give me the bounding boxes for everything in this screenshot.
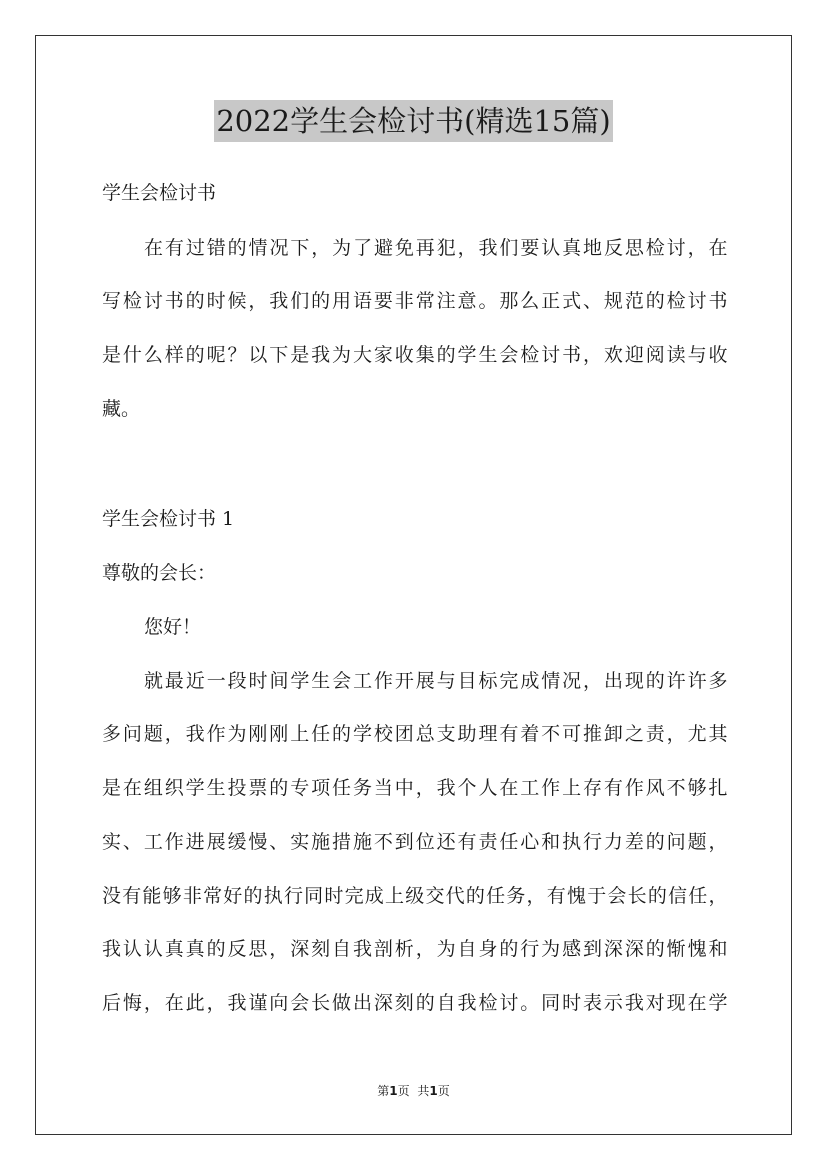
document-title: 2022学生会检讨书(精选15篇)	[214, 100, 612, 142]
page-footer	[0, 1083, 827, 1099]
footer-total-number: 1	[429, 1084, 438, 1098]
body-line-1: 就最近一段时间学生会工作开展与目标完成情况，出现的许许多	[144, 670, 728, 692]
greeting: 您好！	[144, 616, 202, 638]
footer-page-prefix: 第	[377, 1084, 390, 1098]
intro-line-3: 是什么样的呢？以下是我为大家收集的学生会检讨书，欢迎阅读与收	[102, 344, 728, 366]
body-line-5: 没有能够非常好的执行同时完成上级交代的任务，有愧于会长的信任，	[102, 885, 728, 907]
document-heading: 学生会检讨书	[102, 182, 217, 204]
body-line-4: 实、工作进展缓慢、实施措施不到位还有责任心和执行力差的问题，	[102, 831, 728, 853]
body-line-3: 是在组织学生投票的专项任务当中，我个人在工作上存有作风不够扎	[102, 777, 728, 799]
title-container	[0, 100, 827, 142]
intro-line-2: 写检讨书的时候，我们的用语要非常注意。那么正式、规范的检讨书	[102, 290, 728, 312]
body-line-6: 我认认真真的反思，深刻自我剖析，为自身的行为感到深深的惭愧和	[102, 938, 728, 960]
footer-page-suffix: 页	[397, 1084, 410, 1098]
intro-line-4: 藏。	[102, 398, 141, 420]
intro-line-1: 在有过错的情况下，为了避免再犯，我们要认真地反思检讨，在	[144, 237, 728, 259]
section-title: 学生会检讨书 1	[102, 508, 235, 530]
body-line-2: 多问题，我作为刚刚上任的学校团总支助理有着不可推卸之责，尤其	[102, 723, 728, 745]
body-line-7: 后悔，在此，我谨向会长做出深刻的自我检讨。同时表示我对现在学	[102, 992, 728, 1014]
footer-page-number: 1	[389, 1084, 398, 1098]
salutation: 尊敬的会长：	[102, 562, 217, 584]
footer-total-prefix: 共	[417, 1084, 430, 1098]
footer-total-suffix: 页	[437, 1084, 450, 1098]
